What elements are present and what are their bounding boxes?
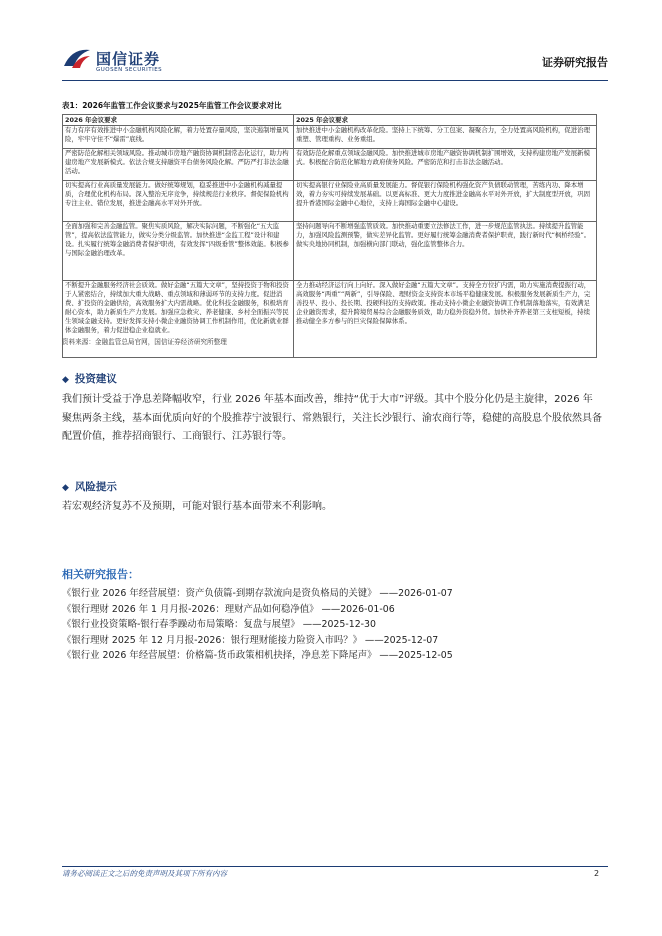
investment-heading [62,371,117,386]
related-report-link[interactable]: 《银行业投资策略-银行春季躁动布局策略：复盘与展望》 ——2025-12-30 [62,619,376,630]
related-report-link[interactable]: 《银行业 2026 年经营展望：资产负债篇-到期存款流向是资负格局的关键》 ——2026-01-07 [62,588,453,599]
table-source-note: 资料来源：金融监管总局官网，国信证券经济研究所整理 [62,338,227,346]
diamond-bullet-icon: ◆ [62,375,69,385]
related-reports-title: 相关研究报告： [62,568,139,581]
footer-divider [62,866,608,867]
column-header-2025: 2025 年会议要求 [294,115,597,126]
page-number: 2 [594,869,600,878]
related-report-link[interactable]: 《银行理财 2026 年 1 月月报-2026：理财产品如何稳净值》 ——2026-01-06 [62,603,395,615]
risk-paragraph: 若宏观经济复苏不及预期，可能对银行基本面带来不利影响。 [62,501,332,512]
column-header-2026: 2026 年会议要求 [63,115,294,126]
table-title: 表1：2026年监管工作会议要求与2025年监管工作会议要求对比 [62,101,282,110]
footer-disclaimer: 请务必阅读正文之后的免责声明及其项下所有内容 [62,869,227,878]
related-report-link[interactable]: 《银行理财 2025 年 12 月月报-2026：银行理财能接力险资入市吗？》 ——2025-12-07 [62,634,439,646]
risk-heading-text: 风险提示 [74,481,117,493]
table-cell-2025: 切实提高银行业保险业高质量发展能力。督促银行保险机构强化资产负债联动管理，苦练内功、降本增效，着力夯实可持续发展基础。以更高标准、更大力度推进金融高水平对外开放，扩大制度型开放，巩固提升香港国际金融中心地位，支持上海国际金融中心建设。 [294,181,597,222]
table-row [63,181,597,222]
logo-mark-icon [62,46,92,72]
table-cell-2025: 加快推进中小金融机构改革化险。坚持上下统筹、分工包案、凝聚合力，全力处置高风险机构，促进治理重塑、管理重构、业务重组。 [294,126,597,149]
table-row [63,126,597,149]
table-cell-2026: 不断提升金融服务经济社会质效。做好金融“五篇大文章”，坚持投资于物和投资于人紧密结合，持续加大重大战略、重点领域和薄弱环节的支持力度。促进消费、扩投资的金融供给，高效服务扩大内需战略。优化科技金融服务，积极培育耐心资本，助力新质生产力发展。加强应急救灾、养老健康、乡村全面振兴等民生领域金融支持。更好发挥支持小微企业融资协调工作机制作用，优化新就业群体金融服务，着力促进稳企业稳就业。 [63,281,294,358]
diamond-bullet-icon: ◆ [62,483,69,493]
guosen-logo [62,44,192,76]
table-cell-2026: 全面加强和完善金融监管。聚焦实质风险，解决实际问题，不断强化“五大监管”，提高依法监管能力，做实分类分级监管。加快推进“金监工程”设计和建设。扎实履行统筹金融消费者保护职责，有效发挥“四级垂管”整体效能。积极参与国际金融治理改革。 [63,222,294,281]
investment-heading-text: 投资建议 [74,373,117,385]
table-row [63,222,597,281]
table-row [63,149,597,181]
table-cell-2025: 全力推动经济运行向上向好。深入做好金融“五篇大文章”。支持全方位扩内需，助力实施消费提振行动，高效服务“两重”“两新”，引导保险、理财资金支持资本市场平稳健康发展。积极服务发展新质生产力，完善投早、投小、投长期、投硬科技的支持政策。推动支持小微企业融资协调工作机制落地落实，有效满足企业融资需求，提升跨境贸易综合金融服务质效，助力稳外资稳外贸。加快补齐养老第三支柱短板，持续推动健全多方参与的巨灾保险保障体系。 [294,281,597,358]
table-cell-2025: 坚持问题导向不断增强监管质效。加快推动重要立法修法工作，进一步规范监管执法。持续提升监管能力，加强风险监测预警，做实差异化监管。更好履行统筹金融消费者保护职责，践行新时代“枫桥经验”。做实央地协同机制，加强横向部门联动，强化监管整体合力。 [294,222,597,281]
header-divider [62,80,608,81]
related-reports-list [62,586,608,664]
table-cell-2026: 切实提高行业高质量发展能力。做好统筹规划，稳妥推进中小金融机构减量提质，合理优化机构布局。深入整治无序竞争，持续规范行业秩序。督促保险机构专注主业、错位发展，推进金融高水平对外开放。 [63,181,294,222]
table-header-row [63,115,597,126]
comparison-table [62,114,597,358]
investment-paragraph: 我们预计受益于净息差降幅收窄，行业 2026 年基本面改善，维持“优于大市”评级。其中个股分化仍是主旋律，2026 年聚焦两条主线，基本面优质向好的个股推荐宁波银行、常熟银行，关注长沙银行、渝农商行等，稳健的高股息个股依然具备配置价值，推荐招商银行、工商银行、江苏银行等。 [62,394,602,442]
logo-chinese-name: 国信证券 [96,50,161,68]
report-type-label: 证券研究报告 [542,56,608,69]
table-cell-2025: 有效防范化解重点领域金融风险。加快推进城市房地产融资协调机制扩围增效，支持构建房地产发展新模式。积极配合防范化解地方政府债务风险。严密防范和打击非法金融活动。 [294,149,597,181]
table-cell-2026: 有力有序有效推进中小金融机构风险化解，着力处置存量风险，坚决遏制增量风险，牢牢守住不“爆雷”底线。 [63,126,294,149]
logo-english-name: GUOSEN SECURITIES [96,67,163,73]
risk-heading [62,479,117,494]
page-header [62,44,608,78]
related-report-link[interactable]: 《银行业 2026 年经营展望：价格篇-货币政策相机抉择，净息差下降尾声》 ——2025-12-05 [62,650,453,661]
table-cell-2026: 严密防范化解相关领域风险。推动城市房地产融资协调机制常态化运行，助力构建房地产发展新模式。依法合规支持融资平台债务风险化解。严防严打非法金融活动。 [63,149,294,181]
